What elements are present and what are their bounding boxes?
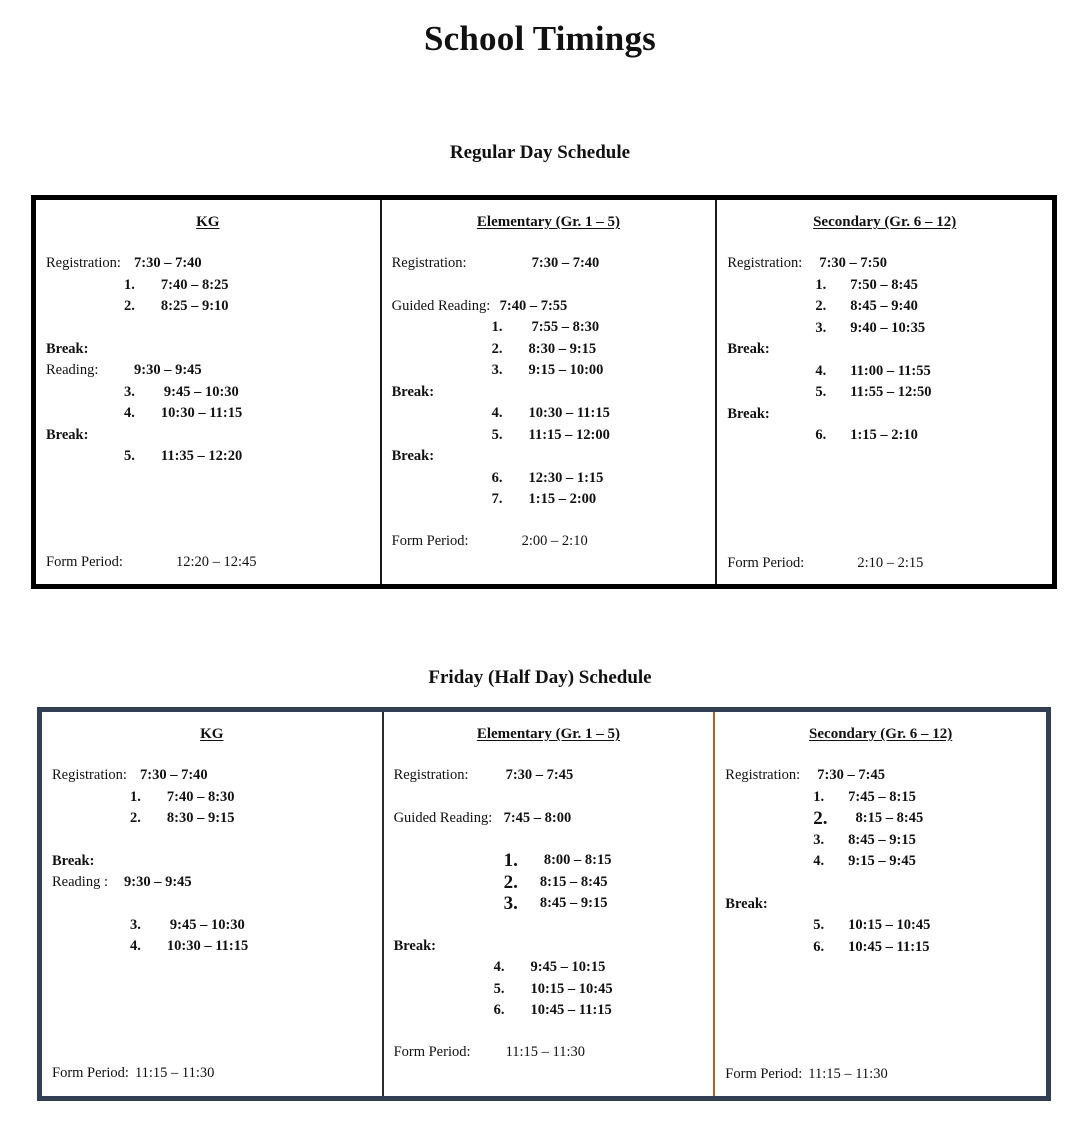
break-label: Break:	[727, 405, 770, 422]
period-time: 8:25 – 9:10	[160, 298, 229, 314]
period-row	[394, 1000, 704, 1022]
period-time: 11:35 – 12:20	[160, 448, 243, 464]
entry-time: 7:30 – 7:40	[140, 767, 208, 783]
form-period-row	[46, 552, 370, 574]
break-label-row	[46, 425, 370, 447]
period-number: 2.	[813, 808, 828, 829]
period-time: 11:15 – 12:00	[528, 426, 610, 443]
row-indent	[394, 1000, 494, 1022]
number-time-gap	[503, 425, 529, 447]
page-title: School Timings	[423, 19, 656, 58]
row-spacer	[52, 830, 372, 851]
period-row	[46, 446, 370, 468]
column-body	[725, 765, 1036, 958]
row-spacer	[725, 873, 1036, 894]
footer-gap	[725, 958, 1036, 1064]
entry-label: Registration:	[391, 255, 467, 271]
number-time-gap	[135, 446, 161, 468]
number-time-gap	[824, 830, 848, 852]
row-indent	[46, 382, 124, 404]
period-time: 9:45 – 10:30	[163, 383, 239, 400]
break-label-row	[392, 382, 706, 404]
number-time-gap	[503, 339, 529, 361]
row-indent	[52, 808, 130, 830]
period-number: 1.	[130, 788, 141, 805]
period-row	[725, 937, 1036, 959]
row-indent	[725, 787, 813, 809]
break-label: Break:	[391, 383, 435, 400]
row-indent	[725, 830, 813, 852]
form-period-time: 12:20 – 12:45	[176, 553, 257, 570]
break-label-row	[727, 404, 1042, 426]
break-label-row	[727, 339, 1042, 361]
period-time: 7:45 – 8:15	[848, 788, 916, 805]
row-spacer	[394, 787, 704, 808]
column-header: KG	[196, 214, 220, 230]
number-time-gap	[503, 317, 532, 339]
number-time-gap	[518, 850, 544, 872]
row-indent	[727, 361, 815, 383]
number-time-gap	[518, 893, 540, 915]
period-time: 7:55 – 8:30	[531, 319, 600, 335]
number-time-gap	[135, 296, 161, 318]
period-row	[727, 425, 1042, 447]
row-indent	[52, 915, 130, 937]
form-period-row	[392, 531, 706, 553]
column-header: Secondary (Gr. 6 – 12)	[809, 726, 953, 742]
number-time-gap	[504, 979, 530, 1001]
schedule-entry-row	[392, 296, 706, 318]
schedule-column	[717, 200, 1052, 584]
entry-label: Reading:	[46, 362, 99, 378]
number-time-gap	[141, 808, 167, 830]
form-period-label: Form Period:	[52, 1064, 129, 1081]
period-number: 5.	[813, 917, 825, 933]
period-number: 2.	[124, 298, 135, 314]
row-indent	[46, 296, 124, 318]
row-indent	[727, 296, 815, 318]
period-time: 8:15 – 8:45	[539, 873, 608, 890]
period-time: 7:40 – 8:25	[160, 276, 229, 293]
number-time-gap	[135, 403, 161, 425]
period-number: 5.	[493, 980, 505, 997]
period-number: 4.	[815, 362, 827, 379]
footer-gap	[727, 447, 1042, 553]
entry-time: 7:40 – 7:55	[499, 297, 568, 314]
period-time: 10:45 – 11:15	[848, 938, 930, 955]
period-row	[725, 915, 1036, 937]
form-period-label: Form Period:	[391, 532, 469, 549]
period-row	[725, 808, 1036, 830]
number-time-gap	[824, 851, 848, 873]
break-label-row	[394, 936, 704, 958]
number-time-gap	[141, 936, 167, 958]
period-row	[394, 850, 704, 872]
number-time-gap	[503, 468, 529, 490]
period-time: 11:55 – 12:50	[850, 384, 932, 400]
period-row	[392, 339, 706, 361]
form-period-row	[725, 1064, 1036, 1086]
entry-time: 7:30 – 7:40	[134, 255, 202, 271]
period-number: 7.	[491, 491, 503, 507]
period-time: 8:30 – 9:15	[528, 340, 597, 357]
column-body	[46, 253, 370, 468]
column-body	[394, 765, 704, 1022]
period-row	[52, 915, 372, 937]
period-row	[727, 275, 1042, 297]
schedule-entry-row	[46, 360, 370, 382]
period-time: 1:15 – 2:00	[528, 491, 597, 507]
schedule-column	[36, 200, 382, 584]
period-number: 5.	[491, 426, 503, 443]
period-number: 3.	[503, 893, 518, 914]
entry-time: 7:30 – 7:50	[819, 255, 887, 271]
schedule-entry-row	[46, 253, 370, 275]
form-period-label: Form Period:	[393, 1043, 471, 1060]
section-heading-regular: Regular Day Schedule	[449, 142, 631, 163]
period-time: 9:40 – 10:35	[850, 319, 926, 336]
entry-label: Registration:	[46, 255, 121, 271]
row-indent	[725, 851, 813, 873]
period-time: 10:30 – 11:15	[528, 405, 610, 421]
row-spacer	[394, 915, 704, 936]
break-label: Break:	[393, 937, 436, 954]
section-heading-friday: Friday (Half Day) Schedule	[428, 667, 652, 688]
row-spacer	[392, 275, 706, 296]
number-time-gap	[826, 296, 850, 318]
period-row	[394, 893, 704, 915]
row-indent	[727, 382, 815, 404]
period-time: 7:50 – 8:45	[850, 276, 918, 293]
column-header: KG	[200, 726, 224, 742]
row-indent	[46, 403, 124, 425]
period-time: 9:15 – 10:00	[528, 362, 604, 378]
row-indent	[392, 468, 492, 490]
period-number: 4.	[813, 853, 825, 869]
period-time: 9:45 – 10:30	[169, 916, 245, 933]
number-time-gap	[503, 489, 529, 511]
number-time-gap	[826, 275, 850, 297]
number-time-gap	[828, 808, 856, 830]
break-label-row	[392, 446, 706, 468]
entry-label: Registration:	[727, 255, 803, 271]
period-time: 10:15 – 10:45	[530, 980, 613, 997]
break-label: Break:	[52, 852, 95, 869]
row-indent	[394, 850, 504, 872]
break-label-row	[725, 894, 1036, 916]
period-number: 4.	[493, 959, 505, 975]
period-row	[394, 957, 704, 979]
entry-time: 9:30 – 9:45	[134, 362, 202, 378]
form-period-time: 2:00 – 2:10	[521, 532, 588, 549]
number-time-gap	[826, 318, 850, 340]
entry-label: Guided Reading:	[391, 297, 491, 314]
period-row	[392, 403, 706, 425]
entry-time: 9:30 – 9:45	[124, 874, 192, 890]
row-indent	[392, 339, 492, 361]
row-indent	[46, 446, 124, 468]
number-time-gap	[141, 787, 167, 809]
regular-day-schedule-table	[31, 195, 1057, 589]
row-indent	[394, 893, 504, 915]
period-number: 3.	[491, 362, 503, 378]
period-row	[46, 275, 370, 297]
period-number: 6.	[813, 938, 825, 955]
row-indent	[727, 275, 815, 297]
period-time: 10:30 – 11:15	[166, 938, 249, 954]
form-period-label: Form Period:	[46, 553, 123, 570]
entry-time: 7:30 – 7:40	[531, 255, 600, 271]
number-time-gap	[135, 382, 164, 404]
column-body	[52, 765, 372, 958]
entry-label: Registration:	[52, 767, 127, 783]
form-period-label: Form Period:	[725, 1066, 803, 1082]
row-indent	[392, 317, 492, 339]
number-time-gap	[141, 915, 170, 937]
period-number: 4.	[130, 938, 141, 954]
form-period-time: 11:15 – 11:30	[808, 1066, 888, 1082]
period-number: 1.	[813, 788, 825, 805]
period-row	[727, 318, 1042, 340]
period-number: 1.	[491, 319, 503, 335]
row-indent	[394, 957, 494, 979]
entry-label: Guided Reading:	[393, 809, 493, 826]
period-row	[46, 296, 370, 318]
entry-label: Registration:	[725, 767, 801, 783]
period-time: 8:15 – 8:45	[855, 810, 924, 826]
row-indent	[46, 275, 124, 297]
footer-gap	[52, 958, 372, 1063]
period-number: 3.	[130, 916, 141, 933]
row-spacer	[394, 829, 704, 850]
schedule-entry-row	[392, 253, 706, 275]
break-label: Break:	[391, 448, 435, 464]
schedule-entry-row	[394, 765, 704, 787]
number-time-gap	[503, 360, 529, 382]
period-number: 4.	[491, 405, 503, 421]
break-label: Break:	[725, 895, 768, 912]
schedule-entry-row	[52, 765, 372, 787]
row-indent	[725, 915, 813, 937]
form-period-row	[727, 553, 1042, 575]
column-header: Secondary (Gr. 6 – 12)	[813, 214, 957, 230]
period-number: 2.	[503, 871, 518, 893]
period-time: 8:45 – 9:15	[848, 831, 916, 848]
schedule-column	[42, 712, 384, 1096]
number-time-gap	[826, 361, 850, 383]
row-spacer	[52, 894, 372, 915]
row-indent	[725, 808, 813, 830]
period-number: 3.	[813, 831, 825, 848]
period-time: 10:30 – 11:15	[160, 405, 243, 421]
period-row	[725, 851, 1036, 873]
period-time: 8:30 – 9:15	[166, 810, 235, 826]
footer-gap	[46, 468, 370, 552]
period-number: 5.	[815, 384, 827, 400]
friday-half-day-schedule-table	[37, 707, 1051, 1101]
footer-gap	[394, 1022, 704, 1042]
number-time-gap	[518, 872, 540, 894]
column-body	[392, 253, 706, 511]
period-time: 12:30 – 1:15	[528, 469, 604, 486]
schedule-column	[382, 200, 718, 584]
period-number: 6.	[493, 1002, 505, 1018]
period-row	[725, 830, 1036, 852]
break-label: Break:	[46, 426, 89, 443]
form-period-time: 2:10 – 2:15	[857, 554, 924, 571]
schedule-entry-row	[52, 872, 372, 894]
row-indent	[725, 937, 813, 959]
period-row	[392, 489, 706, 511]
row-indent	[392, 403, 492, 425]
period-row	[52, 787, 372, 809]
period-row	[392, 468, 706, 490]
period-row	[727, 296, 1042, 318]
break-label-row	[52, 851, 372, 873]
period-number: 2.	[130, 810, 141, 826]
period-row	[46, 403, 370, 425]
row-indent	[394, 872, 504, 894]
number-time-gap	[824, 787, 848, 809]
row-indent	[392, 489, 492, 511]
period-time: 9:15 – 9:45	[848, 853, 916, 869]
period-row	[46, 382, 370, 404]
column-header: Elementary (Gr. 1 – 5)	[476, 214, 621, 230]
form-period-time: 11:15 – 11:30	[505, 1043, 586, 1060]
period-number: 3.	[815, 319, 827, 336]
row-indent	[392, 425, 492, 447]
number-time-gap	[504, 957, 530, 979]
period-number: 4.	[124, 405, 135, 421]
period-row	[394, 979, 704, 1001]
form-period-row	[394, 1042, 704, 1064]
number-time-gap	[504, 1000, 530, 1022]
schedule-entry-row	[725, 765, 1036, 787]
period-row	[394, 872, 704, 894]
period-number: 6.	[815, 427, 827, 443]
schedule-entry-row	[727, 253, 1042, 275]
period-number: 5.	[124, 448, 135, 464]
schedule-column	[384, 712, 716, 1096]
column-header: Elementary (Gr. 1 – 5)	[476, 726, 621, 742]
row-indent	[727, 425, 815, 447]
period-row	[392, 317, 706, 339]
row-indent	[394, 979, 494, 1001]
number-time-gap	[503, 403, 529, 425]
entry-label: Registration:	[393, 767, 469, 783]
break-label: Break:	[727, 341, 770, 357]
column-body	[727, 253, 1042, 447]
period-row	[725, 787, 1036, 809]
period-number: 1.	[124, 276, 135, 293]
period-row	[392, 425, 706, 447]
period-row	[52, 808, 372, 830]
row-indent	[52, 787, 130, 809]
period-time: 11:00 – 11:55	[850, 362, 931, 379]
period-number: 6.	[491, 469, 503, 486]
schedule-column	[715, 712, 1046, 1096]
row-indent	[52, 936, 130, 958]
entry-label: Reading :	[52, 874, 108, 890]
period-number: 3.	[124, 383, 135, 400]
period-time: 8:45 – 9:15	[539, 895, 608, 911]
footer-gap	[392, 511, 706, 531]
number-time-gap	[135, 275, 161, 297]
period-time: 8:00 – 8:15	[543, 852, 612, 868]
row-spacer	[46, 318, 370, 339]
form-period-row	[52, 1063, 372, 1085]
period-time: 7:40 – 8:30	[166, 788, 235, 805]
period-number: 2.	[491, 340, 503, 357]
schedule-entry-row	[394, 808, 704, 830]
number-time-gap	[824, 937, 848, 959]
number-time-gap	[824, 915, 848, 937]
row-indent	[392, 360, 492, 382]
row-indent	[727, 318, 815, 340]
period-time: 10:45 – 11:15	[530, 1002, 612, 1018]
period-time: 1:15 – 2:10	[850, 427, 918, 443]
entry-time: 7:30 – 7:45	[817, 767, 885, 783]
number-time-gap	[826, 425, 850, 447]
period-number: 1.	[503, 850, 518, 871]
period-time: 9:45 – 10:15	[530, 959, 606, 975]
entry-time: 7:45 – 8:00	[503, 809, 572, 826]
period-time: 10:15 – 10:45	[848, 917, 931, 933]
period-number: 2.	[815, 298, 827, 314]
form-period-time: 11:15 – 11:30	[134, 1064, 215, 1081]
entry-time: 7:30 – 7:45	[505, 767, 574, 783]
period-number: 1.	[815, 276, 827, 293]
form-period-label: Form Period:	[727, 554, 805, 571]
break-label: Break:	[46, 340, 89, 357]
period-time: 8:45 – 9:40	[850, 298, 918, 314]
period-row	[727, 382, 1042, 404]
number-time-gap	[826, 382, 850, 404]
period-row	[392, 360, 706, 382]
period-row	[727, 361, 1042, 383]
period-row	[52, 936, 372, 958]
break-label-row	[46, 339, 370, 361]
